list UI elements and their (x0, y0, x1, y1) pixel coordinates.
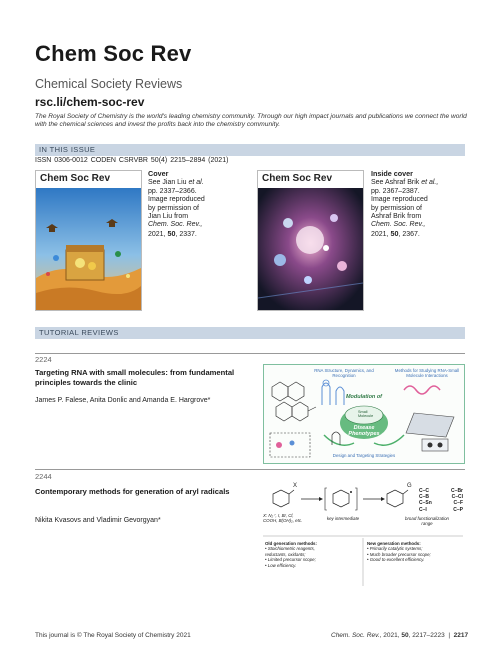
rna-label-methods: Methods for Studying RNA-Small Molecule Interactions (394, 368, 460, 379)
journal-url[interactable]: rsc.li/chem-soc-rev (35, 95, 145, 109)
rna-toc-graphic[interactable] (263, 364, 465, 464)
cover-masthead: Chem Soc Rev (36, 171, 141, 188)
cover-image[interactable] (35, 170, 142, 311)
reagent-x-label: X (293, 483, 298, 489)
rna-label-structure: RNA Structure, Dynamics, and Recognition (314, 368, 374, 379)
footer-citation: Chem. Soc. Rev., 2021, 50, 2217–2223 | 2217 (331, 632, 469, 639)
inside-cover-artwork (258, 188, 363, 310)
article-divider (35, 353, 465, 354)
product-g-label: G (407, 483, 412, 489)
inside-cover-caption: Inside cover See Ashraf Brik et al., pp. 2367–2387. Image reproduced by permission of Ashraf Brik from Chem. Soc. Rev., 2021, 50, 2367. (371, 169, 439, 238)
reagent-description: X: N₂⁺, I, Br, Cl, COOH, B(OH)₂, etc. (263, 513, 303, 524)
journal-title: Chem Soc Rev (35, 41, 192, 66)
article-page-number: 2244 (35, 472, 52, 481)
article-title[interactable]: Targeting RNA with small molecules: from fundamental principles towards the clinic (35, 368, 235, 387)
product-bond-list: C–C C–Br C–B C–Cl C–Sn C–F C–I C–P (419, 488, 463, 513)
cover-caption: Cover See Jian Liu et al. pp. 2337–2366. Image reproduced by permission of Jian Liu from Chem. Soc. Rev., 2021, 50, 2337. (148, 169, 205, 238)
journal-subtitle: Chemical Society Reviews (35, 77, 183, 91)
section-band-tutorial-reviews: TUTORIAL REVIEWS (35, 327, 465, 339)
section-band-in-this-issue: IN THIS ISSUE (35, 144, 465, 156)
old-methods-list: Old generation methods: • Stoichiometric reagents, reductants, oxidants; • Limited precursor scope; • Low efficiency. (265, 541, 317, 568)
inside-cover-image[interactable] (257, 170, 364, 311)
article-divider (35, 469, 465, 470)
article-title[interactable]: Contemporary methods for generation of aryl radicals (35, 487, 230, 496)
product-description: broad functionalization range (405, 516, 449, 527)
rna-label-design: Design and Targeting Strategies (332, 453, 396, 458)
cover-artwork (36, 188, 141, 310)
rna-label-disease: Disease Phenotypes (348, 425, 380, 438)
article-authors: James P. Falese, Anita Donlic and Amanda E. Hargrove* (35, 397, 211, 404)
footer-page-number: 2217 (453, 632, 469, 639)
issn-line: ISSN 0306-0012 CODEN CSRVBR 50(4) 2215–2894 (2021) (35, 157, 229, 164)
inside-cover-masthead: Chem Soc Rev (258, 171, 363, 188)
aryl-radical-toc-graphic[interactable] (263, 483, 463, 590)
footer-copyright: This journal is © The Royal Society of Chemistry 2021 (35, 632, 191, 639)
article-authors: Nikita Kvasovs and Vladimir Gevorgyan* (35, 517, 161, 524)
rna-label-modulation: Modulation of (345, 394, 383, 400)
rna-label-small-molecule: Small Molecule (358, 410, 374, 419)
journal-blurb: The Royal Society of Chemistry is the world's leading chemistry community. Through our high impact journals and publications we connect the world with the chemical sciences and invest the profits back into the chemistry community. (35, 113, 467, 129)
new-methods-list: New generation methods: • Primarily catalytic systems; • Much broader precursor scope; • Good to excellent efficiency. (367, 541, 431, 563)
article-page-number: 2224 (35, 355, 52, 364)
intermediate-label: key intermediate (326, 516, 360, 521)
